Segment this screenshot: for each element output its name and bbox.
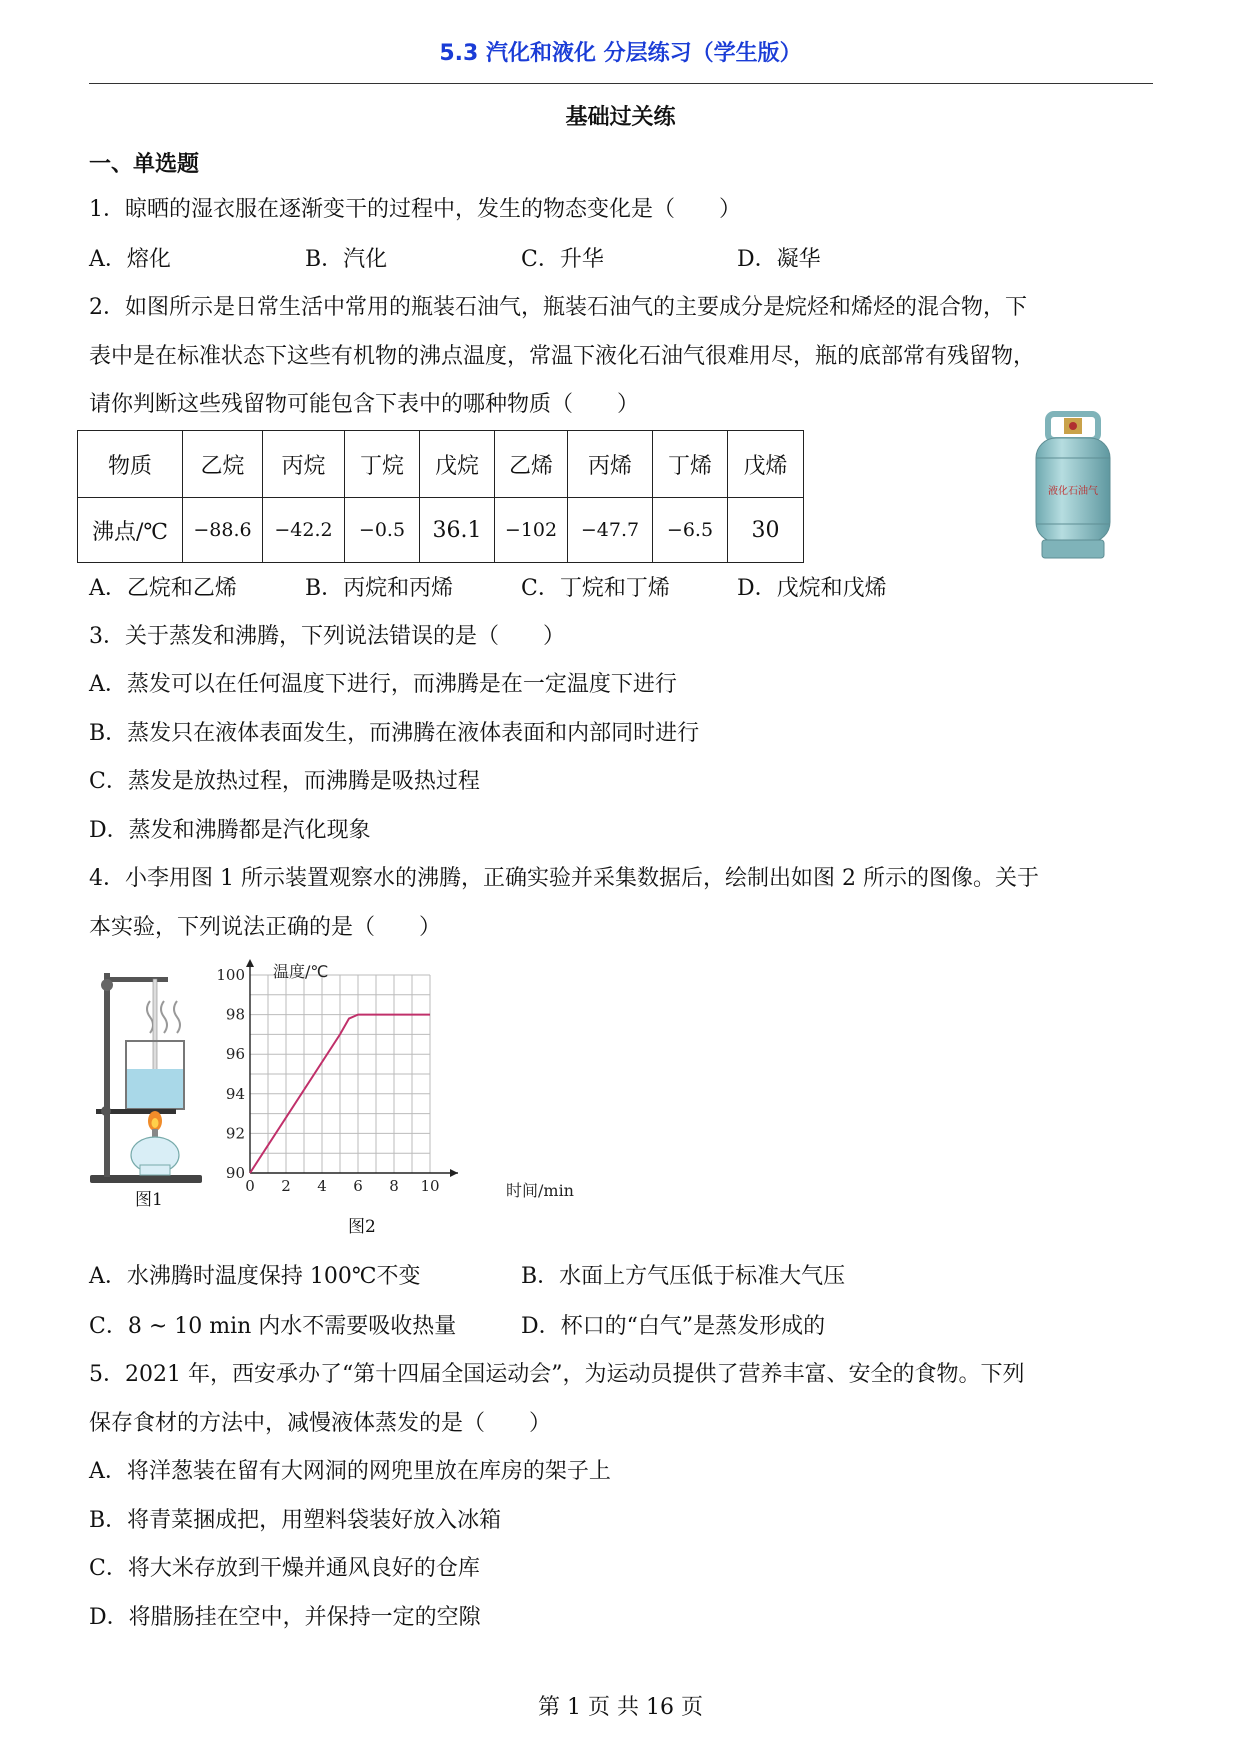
- y-tick-label: 94: [225, 1084, 245, 1103]
- table-cell: 丁烷: [345, 431, 420, 498]
- q4-option-b: B．水面上方气压低于标准大气压: [521, 1264, 846, 1289]
- table-cell: 丁烯: [653, 431, 728, 498]
- table-cell: 丙烯: [568, 431, 653, 498]
- q4-stem-line-2: 本实验，下列说法正确的是（ ）: [89, 915, 442, 940]
- x-tick-label: 0: [245, 1177, 255, 1195]
- q3-option-b: B．蒸发只在液体表面发生，而沸腾在液体表面和内部同时进行: [89, 721, 700, 746]
- page-number: 第 1 页 共 16 页: [538, 1695, 703, 1720]
- y-axis-arrow: [246, 959, 254, 967]
- table-cell: 30: [728, 498, 804, 563]
- table-cell: −6.5: [653, 498, 728, 563]
- q1-option-a: A．熔化: [89, 247, 171, 272]
- table-cell: 物质: [78, 431, 183, 498]
- q4-option-d: D．杯口的“白气”是蒸发形成的: [521, 1314, 826, 1339]
- table-cell: 36.1: [420, 498, 495, 563]
- temperature-chart: [216, 955, 588, 1215]
- x-tick-label: 4: [317, 1177, 327, 1195]
- table-cell: −47.7: [568, 498, 653, 563]
- x-tick-label: 8: [389, 1177, 399, 1195]
- q2-option-a: A．乙烷和乙烯: [89, 576, 237, 601]
- header-divider: [89, 83, 1153, 84]
- q4-stem-line-1: 4．小李用图 1 所示装置观察水的沸腾，正确实验并采集数据后，绘制出如图 2 所示的图像。关于: [89, 866, 1039, 891]
- y-tick-label: 100: [216, 966, 245, 984]
- q5-option-b: B．将青菜捆成把，用塑料袋装好放入冰箱: [89, 1508, 502, 1533]
- x-axis-arrow: [450, 1169, 458, 1177]
- q2-stem-line-1: 2．如图所示是日常生活中常用的瓶装石油气，瓶装石油气的主要成分是烷烃和烯烃的混合物，下: [89, 295, 1028, 320]
- table-cell: 沸点/℃: [78, 498, 183, 563]
- y-tick-label: 96: [225, 1045, 245, 1064]
- chart-axes: [246, 959, 458, 1177]
- q4-option-c: C．8 ~ 10 min 内水不需要吸收热量: [89, 1314, 457, 1339]
- q2-option-d: D．戊烷和戊烯: [737, 576, 887, 601]
- figure-2-caption-text: 图2: [348, 1217, 376, 1237]
- q2-stem-line-2: 表中是在标准状态下这些有机物的沸点温度，常温下液化石油气很难用尽，瓶的底部常有残留物，: [89, 344, 1036, 369]
- q3-option-a: A．蒸发可以在任何温度下进行，而沸腾是在一定温度下进行: [89, 672, 677, 697]
- table-cell: 戊烷: [420, 431, 495, 498]
- q1-option-c: C．升华: [521, 247, 604, 272]
- page-title: 5.3 汽化和液化 分层练习（学生版）: [439, 41, 802, 66]
- q1-option-d: D．凝华: [737, 247, 821, 272]
- figure-1-caption: 图1: [135, 1190, 163, 1210]
- section-title: 基础过关练: [565, 105, 676, 130]
- part-heading: 一、单选题: [89, 152, 200, 177]
- q3-option-c: C．蒸发是放热过程，而沸腾是吸热过程: [89, 769, 480, 794]
- boiling-apparatus-figure: [88, 965, 208, 1215]
- table-row: [78, 498, 804, 563]
- q5-option-d: D．将腊肠挂在空中，并保持一定的空隙: [89, 1605, 481, 1630]
- table-cell: −42.2: [263, 498, 345, 563]
- table-cell: 戊烯: [728, 431, 804, 498]
- q2-option-b: B．丙烷和丙烯: [305, 576, 454, 601]
- x-tick-label: 10: [420, 1177, 440, 1195]
- chart-x-axis-label: 时间/min: [506, 1181, 574, 1200]
- y-tick-label: 90: [225, 1164, 245, 1182]
- q5-stem-line-2: 保存食材的方法中，减慢液体蒸发的是（ ）: [89, 1411, 552, 1436]
- chart-grid: [250, 975, 430, 1173]
- q5-option-a: A．将洋葱装在留有大网洞的网兜里放在库房的架子上: [89, 1459, 611, 1484]
- x-tick-label: 2: [281, 1177, 291, 1195]
- q2-stem-line-3: 请你判断这些残留物可能包含下表中的哪种物质（ ）: [89, 392, 640, 417]
- q1-stem: 1．晾晒的湿衣服在逐渐变干的过程中，发生的物态变化是（ ）: [89, 197, 741, 222]
- q1-option-b: B．汽化: [305, 247, 388, 272]
- q2-option-c: C．丁烷和丁烯: [521, 576, 670, 601]
- q4-option-a: A．水沸腾时温度保持 100℃不变: [89, 1264, 421, 1289]
- x-tick-label: 6: [353, 1177, 363, 1195]
- q5-stem-line-1: 5．2021 年，西安承办了“第十四届全国运动会”，为运动员提供了营养丰富、安全的食物。下列: [89, 1362, 1025, 1387]
- y-tick-label: 92: [225, 1124, 245, 1143]
- table-cell: 乙烷: [183, 431, 263, 498]
- table-cell: −0.5: [345, 498, 420, 563]
- q5-option-c: C．将大米存放到干燥并通风良好的仓库: [89, 1556, 480, 1581]
- table-header-row: [78, 431, 804, 498]
- y-tick-label: 98: [225, 1005, 245, 1024]
- q3-stem: 3．关于蒸发和沸腾，下列说法错误的是（ ）: [89, 624, 565, 649]
- boiling-point-table: [77, 430, 804, 563]
- q3-option-d: D．蒸发和沸腾都是汽化现象: [89, 818, 371, 843]
- cylinder-label: 液化石油气: [1048, 486, 1098, 497]
- table-cell: −88.6: [183, 498, 263, 563]
- chart-y-axis-label: 温度/℃: [273, 962, 329, 981]
- table-cell: 丙烷: [263, 431, 345, 498]
- gas-cylinder-image: [1028, 412, 1118, 562]
- table-cell: 乙烯: [495, 431, 568, 498]
- table-cell: −102: [495, 498, 568, 563]
